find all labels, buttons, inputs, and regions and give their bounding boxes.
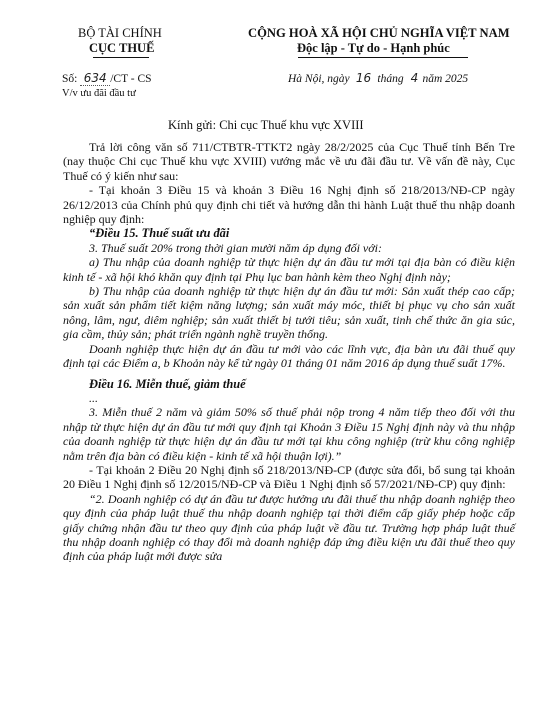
doc-subject: V/v ưu đãi đầu tư [62, 88, 136, 99]
recipient-line: Kính gửi: Chi cục Thuế khu vực XVIII [168, 118, 364, 132]
motto: Độc lập - Tự do - Hạnh phúc [297, 41, 450, 55]
motto-underline [298, 57, 468, 58]
paragraph-decree-218: - Tại khoản 3 Điều 15 và khoản 3 Điều 16 Nghị định số 218/2013/NĐ-CP ngày 26/12/2013 của Chính phủ quy định chi tiết và hướng dẫn thi hành Luật thuế thu nhập doanh nghiệp quy định: [63, 183, 515, 227]
doc-date [288, 71, 468, 85]
article-15-closing: Doanh nghiệp thực hiện dự án đầu tư mới vào các lĩnh vực, địa bàn ưu đãi thuế quy định tại các Điểm a, b Khoản này kể từ ngày 01 tháng 01 năm 2016 áp dụng thuế suất 17%. [63, 341, 515, 371]
quoted-clause-2: “2. Doanh nghiệp có dự án đầu tư được hưởng ưu đãi thuế thu nhập doanh nghiệp theo quy định của pháp luật thuế thu nhập doanh nghiệp tại thời điểm cấp giấy phép hoặc cấp giấy chứng nhận đầu tư theo quy định của pháp luật về đầu tư. Trường hợp pháp luật thuế thu nhập doanh nghiệp có thay đổi mà doanh nghiệp đáp ứng điều kiện ưu đãi thuế theo quy định của pháp luật mới được sửa [63, 491, 515, 564]
doc-number [62, 71, 152, 86]
date-month-label: tháng [377, 73, 404, 85]
article-15-title: “Điều 15. Thuế suất ưu đãi [89, 226, 230, 241]
ministry-name: BỘ TÀI CHÍNH [78, 26, 162, 40]
date-day-handwritten: 16 [355, 71, 372, 85]
date-month-handwritten: 4 [410, 71, 419, 85]
doc-number-handwritten: 634 [80, 71, 110, 86]
department-underline [93, 57, 149, 58]
date-prefix: Hà Nội, ngày [288, 73, 350, 85]
article-15-point-b: b) Thu nhập của doanh nghiệp từ thực hiện dự án đầu tư mới: Sản xuất thép cao cấp; sản xuất sản phẩm tiết kiệm năng lượng; sản xuất máy móc, thiết bị phục vụ cho sản xuất nông, lâm, ngư, diêm nghiệp; sản xuất thiết bị tưới tiêu; sản xuất, tinh chế thức ăn gia súc, gia cầm, thủy sản; phát triển ngành nghề truyền thống. [63, 284, 515, 342]
date-year: năm 2025 [422, 73, 469, 85]
ellipsis: ... [89, 390, 98, 405]
article-15-point-a: a) Thu nhập của doanh nghiệp từ thực hiện dự án đầu tư mới tại địa bàn có điều kiện kinh tế - xã hội khó khăn quy định tại Phụ lục ban hành kèm theo Nghị định này; [63, 255, 515, 284]
nation-title: CỘNG HOÀ XÃ HỘI CHỦ NGHĨA VIỆT NAM [248, 26, 510, 40]
paragraph-decree-amendments: - Tại khoản 2 Điều 20 Nghị định số 218/2013/NĐ-CP (được sửa đổi, bổ sung tại khoản 20 Điều 1 Nghị định số 12/2015/NĐ-CP và Điều 1 Nghị định số 57/2021/NĐ-CP) quy định: [63, 462, 515, 492]
article-15-clause-3: 3. Thuế suất 20% trong thời gian mười năm áp dụng đối với: [89, 240, 382, 255]
doc-number-suffix: /CT - CS [110, 73, 152, 85]
doc-number-prefix: Số: [62, 73, 78, 85]
paragraph-reply: Trả lời công văn số 711/CTBTR-TTKT2 ngày 28/2/2025 của Cục Thuế tỉnh Bến Tre (nay thuộc Chi cục Thuế khu vực XVIII) vướng mắc về ưu đãi đầu tư. Về vấn đề này, Cục Thuế có ý kiến như sau: [63, 140, 515, 183]
article-16-title: Điều 16. Miễn thuế, giảm thuế [89, 376, 246, 391]
body-text [63, 140, 515, 564]
article-16-clause-3: 3. Miễn thuế 2 năm và giảm 50% số thuế phải nộp trong 4 năm tiếp theo đối với thu nhập từ thực hiện dự án đầu tư mới quy định tại Khoản 3 Điều 15 Nghị định này và thu nhập của doanh nghiệp từ thực hiện dự án đầu tư mới tại khu công nghiệp (trừ khu công nghiệp nằm trên địa bàn có điều kiện - kinh tế xã hội thuận lợi).” [63, 405, 515, 463]
department-name: CỤC THUẾ [89, 41, 155, 55]
